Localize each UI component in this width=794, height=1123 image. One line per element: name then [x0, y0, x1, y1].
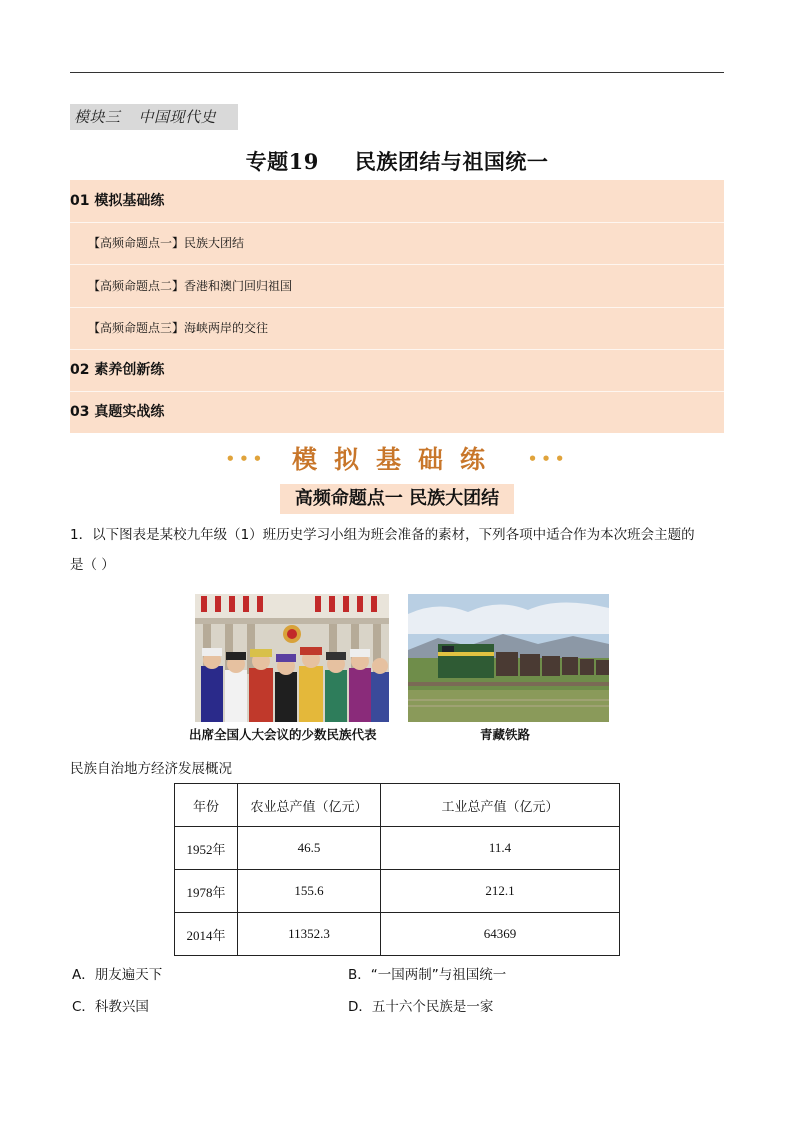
title-prefix: 专题 — [245, 150, 289, 174]
delegates-caption: 出席全国人大会议的少数民族代表 — [189, 727, 377, 742]
table-row — [175, 870, 620, 913]
banner-text: 模拟基础练 — [291, 445, 502, 474]
table-cell: 46.5 — [238, 827, 381, 870]
table-cell: 11.4 — [381, 827, 620, 870]
banner-dots-left: ••• — [225, 450, 267, 468]
option-b[interactable]: B．“一国两制”与祖国统一 — [348, 967, 507, 983]
table-row — [175, 913, 620, 956]
subsection-heading: 高频命题点一 民族大团结 — [280, 484, 514, 514]
banner-dots-right: ••• — [527, 450, 569, 468]
table-cell: 155.6 — [238, 870, 381, 913]
table-title: 民族自治地方经济发展概况 — [70, 761, 232, 777]
table-cell: 1952年 — [175, 827, 238, 870]
header-rule — [70, 72, 724, 73]
table-cell: 212.1 — [381, 870, 620, 913]
toc-item[interactable]: 03 真题实战练 — [70, 404, 165, 420]
option-a[interactable]: A．朋友遍天下 — [72, 967, 163, 983]
toc-item[interactable]: 【高频命题点三】海峡两岸的交往 — [88, 321, 269, 335]
delegates-photo — [195, 594, 389, 722]
module-label — [70, 104, 238, 130]
economy-table — [174, 783, 620, 956]
toc-item[interactable]: 【高频命题点二】香港和澳门回归祖国 — [88, 279, 293, 293]
table-cell: 1978年 — [175, 870, 238, 913]
table-cell: 2014年 — [175, 913, 238, 956]
toc-item[interactable]: 02 素养创新练 — [70, 362, 165, 378]
table-cell: 11352.3 — [238, 913, 381, 956]
module-name: 模块三 — [74, 108, 121, 126]
option-c[interactable]: C．科教兴国 — [72, 999, 149, 1015]
header-cell-year: 年份 — [175, 784, 238, 827]
option-d[interactable]: D．五十六个民族是一家 — [348, 999, 494, 1015]
module-subtitle: 中国现代史 — [138, 108, 217, 126]
railway-photo — [408, 594, 609, 722]
table-cell: 64369 — [381, 913, 620, 956]
section-banner — [0, 440, 794, 476]
table-of-contents — [70, 180, 724, 433]
toc-item[interactable]: 01 模拟基础练 — [70, 193, 165, 209]
question-stem-line-2: 是（ ） — [70, 557, 115, 573]
header-cell-agri: 农业总产值（亿元） — [238, 784, 381, 827]
page-title — [0, 146, 794, 176]
title-text: 民族团结与祖国统一 — [354, 150, 549, 174]
question-stem-line-1: 1．以下图表是某校九年级（1）班历史学习小组为班会准备的素材，下列各项中适合作为本次班会主题的 — [70, 527, 695, 543]
header-cell-industry: 工业总产值（亿元） — [381, 784, 620, 827]
table-row — [175, 827, 620, 870]
railway-caption: 青藏铁路 — [480, 727, 531, 742]
toc-item[interactable]: 【高频命题点一】民族大团结 — [88, 236, 245, 250]
table-header-row — [175, 784, 620, 827]
title-number: 19 — [288, 149, 319, 174]
